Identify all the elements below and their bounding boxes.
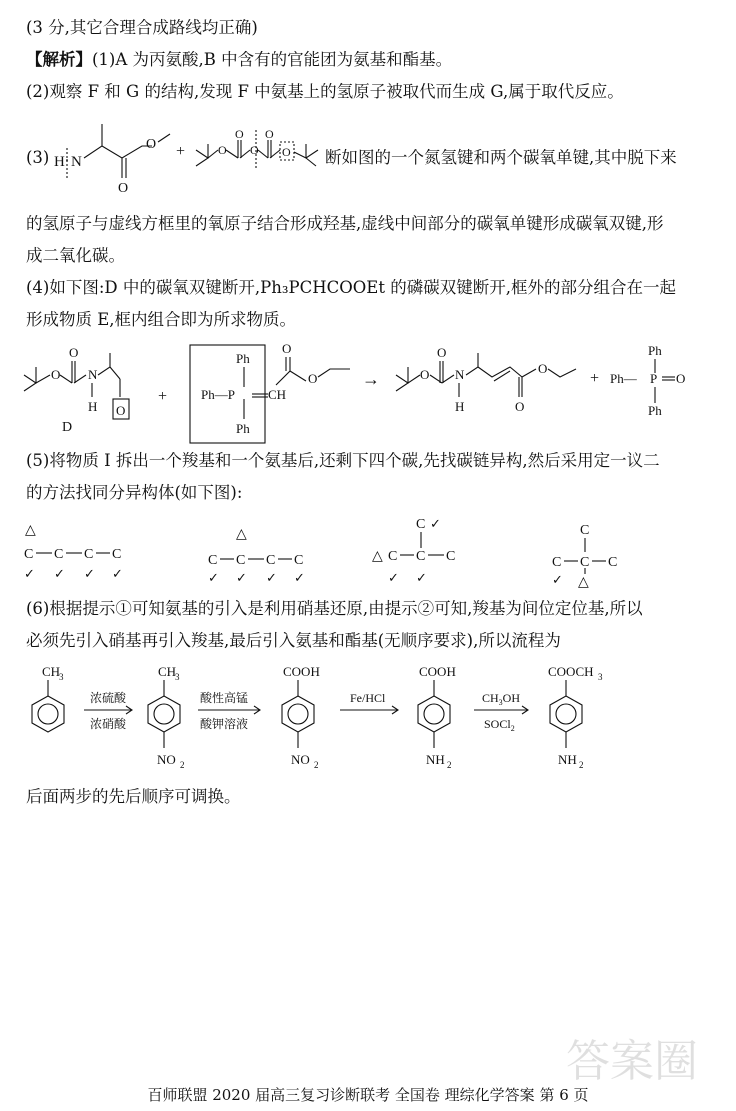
s6-ring-b xyxy=(148,696,180,732)
watermark-text: 答案圈 xyxy=(566,1036,698,1087)
s6-cooh-a: COOH xyxy=(283,664,320,679)
isomer3-chk-top: ✓ xyxy=(430,516,441,531)
s6-nh2-a-sub: 2 xyxy=(447,760,452,770)
scheme4-p-chain xyxy=(478,367,522,377)
s6-ring-b-inner xyxy=(154,704,174,724)
scheme3-h-atom: H xyxy=(54,154,65,170)
s6-no2-a: NO xyxy=(157,752,176,767)
s6-ch3-b-sub: 3 xyxy=(175,672,180,682)
scheme3-n-atom: N xyxy=(71,154,82,170)
isomer2-triangle: △ xyxy=(236,527,247,542)
s6-reagent4-top-b: OH xyxy=(502,691,521,705)
isomer2-chk1: ✓ xyxy=(208,570,219,585)
scheme3-o-b: O xyxy=(235,127,244,141)
s6-nh2-b-sub: 2 xyxy=(579,760,584,770)
isomer1-c1: C xyxy=(24,547,34,562)
s6-cooh-b: COOH xyxy=(419,664,456,679)
scheme4-ethyl xyxy=(318,369,350,377)
scheme4-p-n: N xyxy=(455,367,465,382)
s6-ring-c-inner xyxy=(288,704,308,724)
text-line-6: 成二氧化碳。 xyxy=(26,246,125,265)
isomer1-chk3: ✓ xyxy=(84,566,95,581)
isomer2-chk2: ✓ xyxy=(236,570,247,585)
scheme3-chain xyxy=(102,146,152,158)
isomer3-chk2: ✓ xyxy=(416,570,427,585)
isomer2-c3: C xyxy=(266,553,276,568)
scheme3-o-ester: O xyxy=(146,137,157,152)
scheme4-b1 xyxy=(36,375,50,383)
text-line-2-body: (1)A 为丙氨酸,B 中含有的官能团为氨基和酯基。 xyxy=(92,50,453,69)
isomer3-c3: C xyxy=(446,549,456,564)
isomer1-chk1: ✓ xyxy=(24,566,35,581)
s6-reagent4-top-a: CH xyxy=(482,691,499,705)
isomer1-c2: C xyxy=(54,547,64,562)
scheme4-o1: O xyxy=(51,367,61,382)
page-footer: 百师联盟 2020 届高三复习诊断联考 全国卷 理综化学答案 第 6 页 xyxy=(147,1086,589,1104)
scheme4-p-cc-double xyxy=(494,371,510,381)
isomer4-c1: C xyxy=(552,555,562,570)
s6-no2-b-sub: 2 xyxy=(314,760,319,770)
scheme4-x-p: P xyxy=(650,371,658,386)
scheme4-ester-2 xyxy=(290,371,306,381)
s6-reagent4-top-sub: 3 xyxy=(498,698,503,707)
text-line-12: 必须先引入硝基再引入羧基,最后引入氨基和酯基(无顺序要求),所以流程为 xyxy=(26,631,561,650)
s6-ring-d xyxy=(418,696,450,732)
scheme4-p-b1 xyxy=(408,375,420,383)
scheme4-p-tbu xyxy=(396,375,408,391)
p-nitrotoluene-structure xyxy=(148,664,185,770)
scheme4-label-d: D xyxy=(62,420,73,435)
isomer2-chk3: ✓ xyxy=(266,570,277,585)
isomer2-chk4: ✓ xyxy=(294,570,305,585)
s6-reagent4-top xyxy=(482,691,520,707)
scheme4-h: H xyxy=(88,399,98,414)
scheme3-o-carbonyl: O xyxy=(118,181,129,196)
scheme4-x-ph-top: Ph xyxy=(648,343,662,358)
scheme-6-route xyxy=(0,658,736,778)
scheme3-methyl-bond xyxy=(84,124,102,158)
analysis-tag: 【解析】 xyxy=(26,50,92,69)
text-line-2 xyxy=(26,49,712,71)
scheme4-ph-left: Ph—P xyxy=(201,387,235,402)
s6-ring-e xyxy=(550,696,582,732)
scheme4-b5 xyxy=(110,367,120,379)
isomer2-c4: C xyxy=(294,553,304,568)
scheme4-b4 xyxy=(98,353,110,375)
scheme4-arrow: → xyxy=(362,369,380,389)
s6-ch3-a: CH xyxy=(42,664,61,679)
s6-ring-a-inner xyxy=(38,704,58,724)
scheme4-ester-1 xyxy=(276,357,290,385)
text-line-9: (5)将物质 I 拆出一个羧基和一个氨基后,还剩下四个碳,先找碳链异构,然后采用定一议二 xyxy=(26,451,660,470)
scheme4-tbu xyxy=(24,375,36,391)
text-line-5: 的氢原子与虚线方框里的氧原子结合形成羟基,虚线中间部分的碳氧单键形成碳氧双键,形 xyxy=(26,214,664,233)
scheme3-methoxy xyxy=(158,134,170,142)
isomer4-c-top: C xyxy=(580,523,590,538)
scheme4-o5: O xyxy=(308,371,318,386)
isomer4-c2: C xyxy=(580,555,590,570)
s6-no2-a-sub: 2 xyxy=(180,760,185,770)
scheme4-plus-1: + xyxy=(158,388,168,405)
p-nitrobenzoic-acid-structure xyxy=(282,664,320,770)
s6-ch3-a-sub: 3 xyxy=(59,672,64,682)
s6-reagent4-bot-sub: 2 xyxy=(510,724,515,733)
scheme4-p-ethyl xyxy=(548,369,576,377)
isomer-1 xyxy=(24,523,123,581)
scheme4-p-b5 xyxy=(522,369,536,377)
scheme4-o3: O xyxy=(116,403,126,418)
scheme-3-structure xyxy=(0,110,330,200)
s6-reagent1-bot: 浓硝酸 xyxy=(90,717,127,731)
scheme4-p-o3: O xyxy=(515,399,525,414)
s6-reagent4-bot-a: SOCl xyxy=(484,717,511,731)
s6-cooch3-sub: 3 xyxy=(598,672,603,682)
scheme3-o-e: O xyxy=(282,145,291,159)
scheme3-o-c: O xyxy=(250,143,259,157)
text-line-3: (2)观察 F 和 G 的结构,发现 F 中氨基上的氢原子被取代而生成 G,属于取代反应。 xyxy=(26,82,624,101)
isomer2-c1: C xyxy=(208,553,218,568)
scheme3-bond-a xyxy=(208,150,218,158)
scheme4-b2 xyxy=(60,375,72,383)
isomer4-triangle: △ xyxy=(578,575,589,590)
isomer1-triangle: △ xyxy=(25,523,36,538)
scheme4-ph-top: Ph xyxy=(236,351,250,366)
isomer-4 xyxy=(552,523,617,590)
isomer1-chk2: ✓ xyxy=(54,566,65,581)
isomer4-chk1: ✓ xyxy=(552,572,563,587)
scheme4-p-o2: O xyxy=(437,345,447,360)
s6-reagent2-bot: 酸钾溶液 xyxy=(200,717,249,731)
scheme4-p-o4: O xyxy=(538,361,548,376)
text-line-8: 形成物质 E,框内组合即为所求物质。 xyxy=(26,310,297,329)
scheme3-plus: + xyxy=(176,143,186,160)
s6-reagent4-bot xyxy=(484,717,515,733)
text-line-13: 后面两步的先后顺序可调换。 xyxy=(26,787,241,806)
s6-no2-b: NO xyxy=(291,752,310,767)
methyl-aminobenzoate-structure xyxy=(548,664,603,770)
scheme4-o4: O xyxy=(282,341,292,356)
scheme4-plus-2: + xyxy=(590,370,600,387)
isomer3-c2: C xyxy=(416,549,426,564)
scheme4-ph-bottom: Ph xyxy=(236,421,250,436)
s6-nh2-b: NH xyxy=(558,752,577,767)
text-line-4-prefix: (3) xyxy=(26,148,50,167)
isomer2-c2: C xyxy=(236,553,246,568)
s6-nh2-a: NH xyxy=(426,752,445,767)
isomer3-chk1: ✓ xyxy=(388,570,399,585)
text-line-4-suffix: 断如图的一个氮氢键和两个碳氧单键,其中脱下来 xyxy=(325,148,677,167)
isomer1-c3: C xyxy=(84,547,94,562)
s6-reagent2-top: 酸性高锰 xyxy=(200,691,249,705)
scheme-4-structure xyxy=(0,335,736,445)
s6-ring-c xyxy=(282,696,314,732)
scheme4-p-b4 xyxy=(466,353,478,375)
scheme4-p-b3 xyxy=(442,375,454,383)
scheme4-x-o: O xyxy=(676,371,686,386)
scheme4-n: N xyxy=(88,367,98,382)
s6-ring-a xyxy=(32,696,64,732)
p-aminobenzoic-acid-structure xyxy=(418,664,456,770)
isomer1-chk4: ✓ xyxy=(112,566,123,581)
scheme4-ch: CH xyxy=(268,387,287,402)
scheme4-o2: O xyxy=(69,345,79,360)
isomer3-triangle: △ xyxy=(372,549,383,564)
isomer3-c1: C xyxy=(388,549,398,564)
text-line-1: (3 分,其它合理合成路线均正确) xyxy=(26,18,258,37)
s6-ring-d-inner xyxy=(424,704,444,724)
isomer4-c3: C xyxy=(608,555,618,570)
s6-reagent1-top: 浓硫酸 xyxy=(90,691,127,705)
isomer3-c-top: C xyxy=(416,517,426,532)
toluene-structure xyxy=(32,664,64,732)
s6-reagent3-top: Fe/HCl xyxy=(350,691,386,705)
isomer-3 xyxy=(372,516,455,585)
scheme4-x-ph-left: Ph— xyxy=(610,371,637,386)
s6-ch3-b: CH xyxy=(158,664,177,679)
text-line-11: (6)根据提示①可知氨基的引入是利用硝基还原,由提示②可知,羧基为间位定位基,所以 xyxy=(26,599,643,618)
text-line-10: 的方法找同分异构体(如下图): xyxy=(26,483,243,502)
scheme3-o-d: O xyxy=(265,127,274,141)
s6-ring-e-inner xyxy=(556,704,576,724)
scheme3-o-a: O xyxy=(218,143,227,157)
isomer-2 xyxy=(208,527,305,585)
scheme4-p-h: H xyxy=(455,399,465,414)
isomer-diagrams xyxy=(0,510,736,590)
scheme3-tbu-left xyxy=(196,150,208,166)
scheme3-tbu-right-3 xyxy=(306,158,316,166)
s6-cooch3: COOCH xyxy=(548,664,594,679)
scheme4-p-o1: O xyxy=(420,367,430,382)
scheme4-b3 xyxy=(74,375,86,383)
isomer1-c4: C xyxy=(112,547,122,562)
scheme3-bond-d xyxy=(258,150,268,158)
text-line-7: (4)如下图:D 中的碳氧双键断开,Ph₃PCHCOOEt 的磷碳双键断开,框外的部分组合在一起 xyxy=(26,278,676,297)
scheme3-bond-b xyxy=(226,150,238,158)
scheme4-x-ph-bottom: Ph xyxy=(648,403,662,418)
